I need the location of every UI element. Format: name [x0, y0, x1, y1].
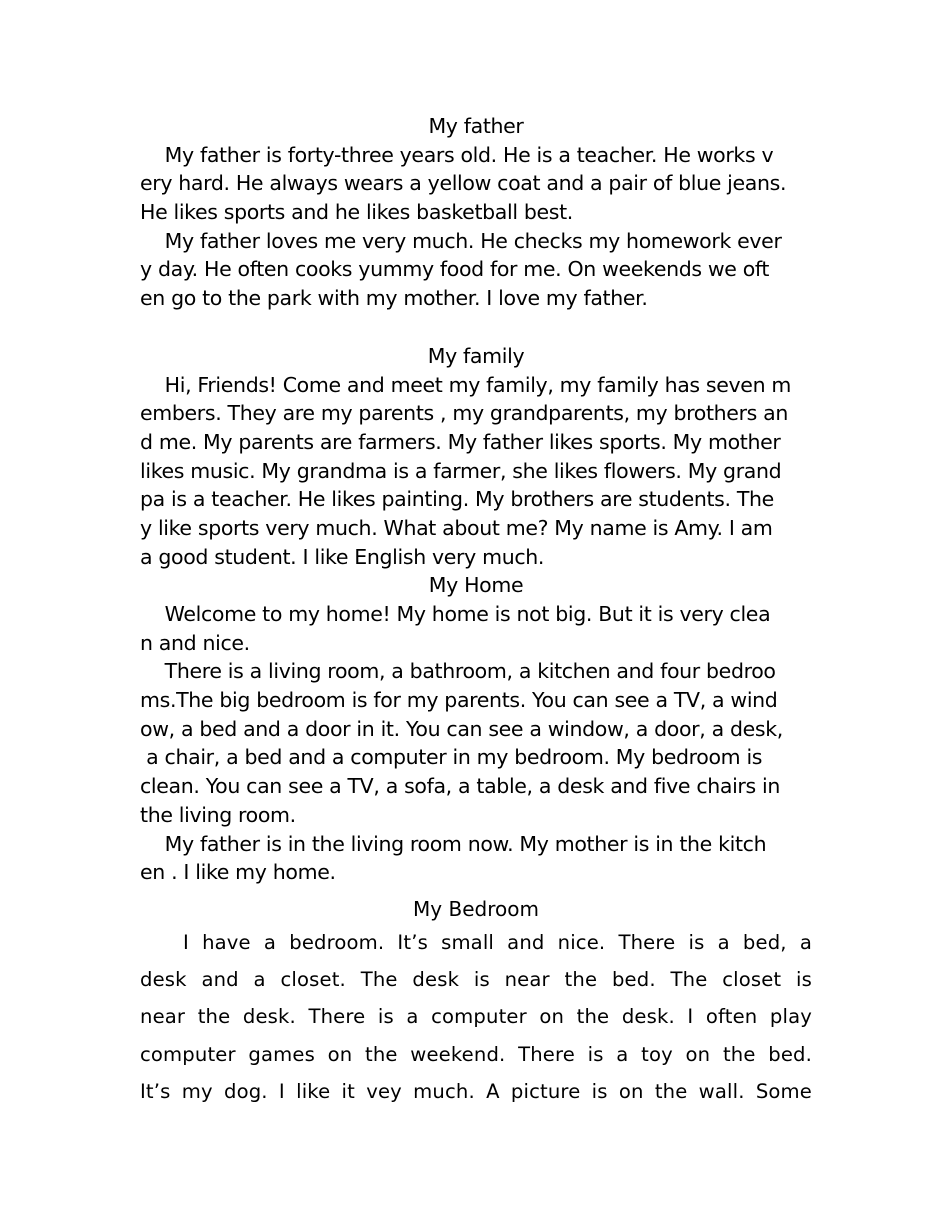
document-page [140, 112, 812, 1110]
paragraph-line: desk and a closet. The desk is near the bed. The closet is [140, 968, 812, 992]
paragraph-line: en . I like my home. [140, 860, 336, 885]
paragraph-line: n and nice. [140, 630, 250, 655]
section-title-my-bedroom: My Bedroom [413, 896, 539, 921]
paragraph-line: the living room. [140, 802, 296, 827]
paragraph-line: It’s my dog. I like it vey much. A picture is on the wall. Some [140, 1080, 812, 1104]
paragraph-line: y day. He often cooks yummy food for me. On weekends we oft [140, 257, 770, 282]
paragraph-line: pa is a teacher. He likes painting. My brothers are students. The [140, 487, 774, 512]
section-title-my-home: My Home [428, 573, 524, 598]
paragraph-line: near the desk. There is a computer on the desk. I often play [140, 1005, 812, 1029]
paragraph-line: ms.The big bedroom is for my parents. You can see a TV, a wind [140, 688, 778, 713]
paragraph-line: clean. You can see a TV, a sofa, a table, a desk and five chairs in [140, 774, 780, 799]
paragraph-line: Hi, Friends! Come and meet my family, my family has seven m [140, 372, 791, 397]
paragraph-line: I have a bedroom. It’s small and nice. There is a bed, a [183, 930, 812, 954]
paragraph-line: likes music. My grandma is a farmer, she likes flowers. My grand [140, 458, 782, 483]
section-spacer [140, 313, 812, 342]
paragraph-line: ow, a bed and a door in it. You can see a window, a door, a desk, [140, 716, 783, 741]
paragraph-line: a good student. I like English very much. [140, 544, 545, 569]
paragraph-line: My father loves me very much. He checks my homework ever [140, 228, 782, 253]
paragraph-line: y like sports very much. What about me? My name is Amy. I am [140, 515, 773, 540]
paragraph-line: He likes sports and he likes basketball best. [140, 200, 573, 225]
paragraph-line: d me. My parents are farmers. My father likes sports. My mother [140, 429, 781, 454]
paragraph-line: Welcome to my home! My home is not big. But it is very clea [140, 602, 771, 626]
paragraph-line: computer games on the weekend. There is a toy on the bed. [140, 1042, 812, 1066]
section-title-my-father: My father [428, 114, 524, 138]
paragraph-line: embers. They are my parents , my grandparents, my brothers an [140, 401, 788, 426]
paragraph-line: My father is forty-three years old. He is a teacher. He works v [140, 142, 774, 167]
paragraph-line: There is a living room, a bathroom, a kitchen and four bedroo [140, 659, 776, 684]
paragraph-line: ery hard. He always wears a yellow coat and a pair of blue jeans. [140, 171, 787, 196]
section-title-my-family: My family [427, 343, 525, 368]
paragraph-line: a chair, a bed and a computer in my bedroom. My bedroom is [140, 745, 763, 770]
paragraph-line: My father is in the living room now. My mother is in the kitch [140, 831, 767, 856]
paragraph-line: en go to the park with my mother. I love my father. [140, 286, 648, 311]
